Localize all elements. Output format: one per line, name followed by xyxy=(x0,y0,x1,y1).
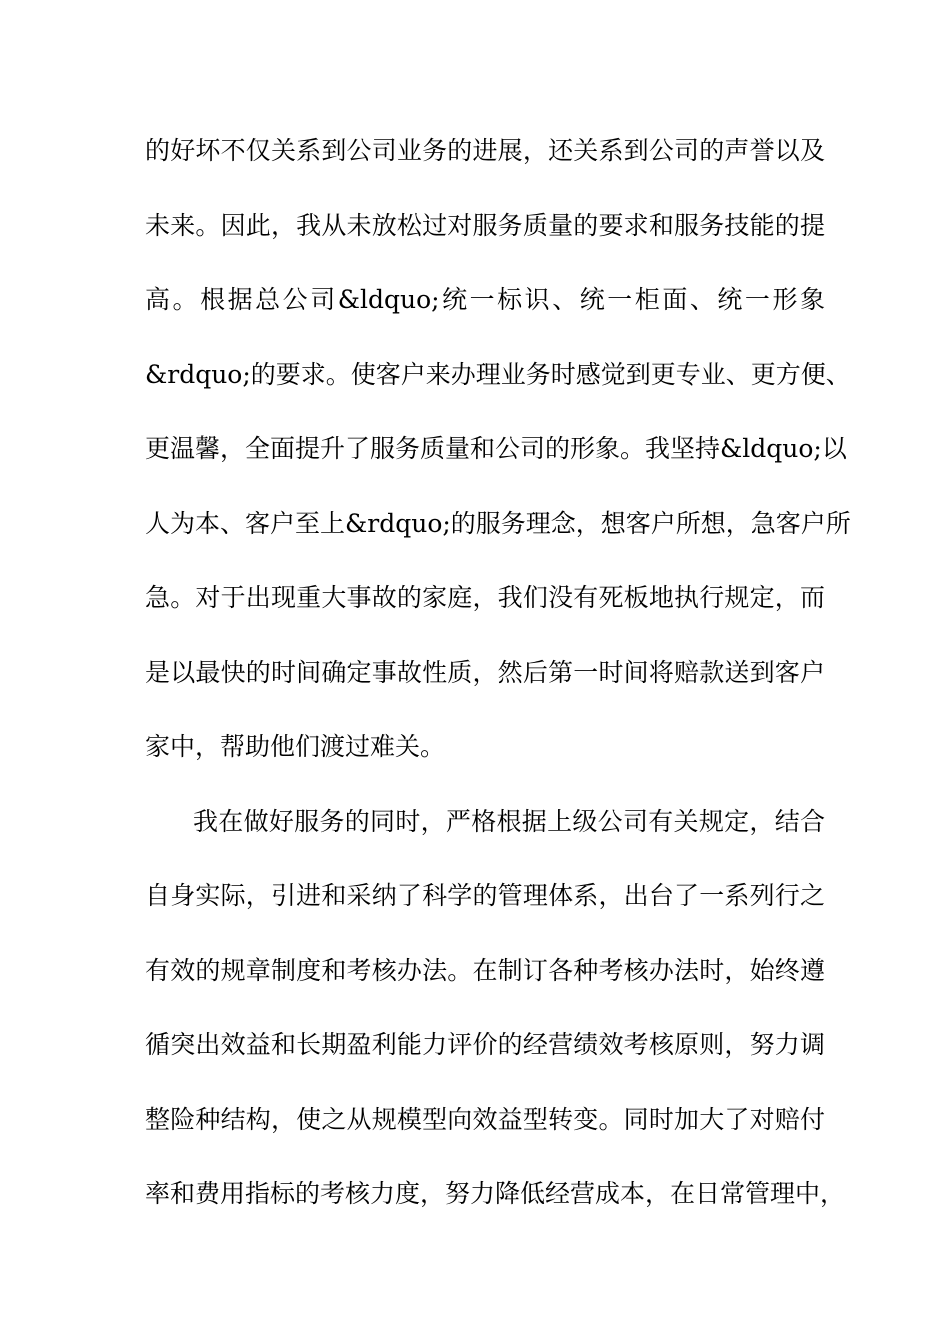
text-line: 的好坏不仅关系到公司业务的进展，还关系到公司的声誉以及 xyxy=(145,136,825,165)
text-line: 家中，帮助他们渡过难关。 xyxy=(145,732,446,761)
text-line: 循突出效益和长期盈利能力评价的经营绩效考核原则，努力调 xyxy=(145,1030,825,1059)
text-line: 更温馨，全面提升了服务质量和公司的形象。我坚持&ldquo;以 xyxy=(145,434,847,463)
text-line: 人为本、客户至上&rdquo;的服务理念，想客户所想，急客户所 xyxy=(145,508,851,538)
paragraph-start-line: 我在做好服务的同时，严格根据上级公司有关规定，结合 xyxy=(193,806,825,836)
text-line: 率和费用指标的考核力度，努力降低经营成本，在日常管理中， xyxy=(145,1179,846,1208)
text-line: 是以最快的时间确定事故性质，然后第一时间将赔款送到客户 xyxy=(145,657,825,687)
text-line: 未来。因此，我从未放松过对服务质量的要求和服务技能的提 xyxy=(145,210,825,240)
text-line: 急。对于出现重大事故的家庭，我们没有死板地执行规定，而 xyxy=(145,583,825,612)
text-line: 整险种结构，使之从规模型向效益型转变。同时加大了对赔付 xyxy=(145,1104,825,1134)
text-line: &rdquo;的要求。使客户来办理业务时感觉到更专业、更方便、 xyxy=(145,359,851,389)
body-text xyxy=(145,127,851,1245)
text-line: 有效的规章制度和考核办法。在制订各种考核办法时，始终遵 xyxy=(145,955,825,985)
text-line: 高。根据总公司&ldquo;统一标识、统一柜面、统一形象 xyxy=(145,285,825,314)
text-line: 自身实际，引进和采纳了科学的管理体系，出台了一系列行之 xyxy=(145,881,825,910)
